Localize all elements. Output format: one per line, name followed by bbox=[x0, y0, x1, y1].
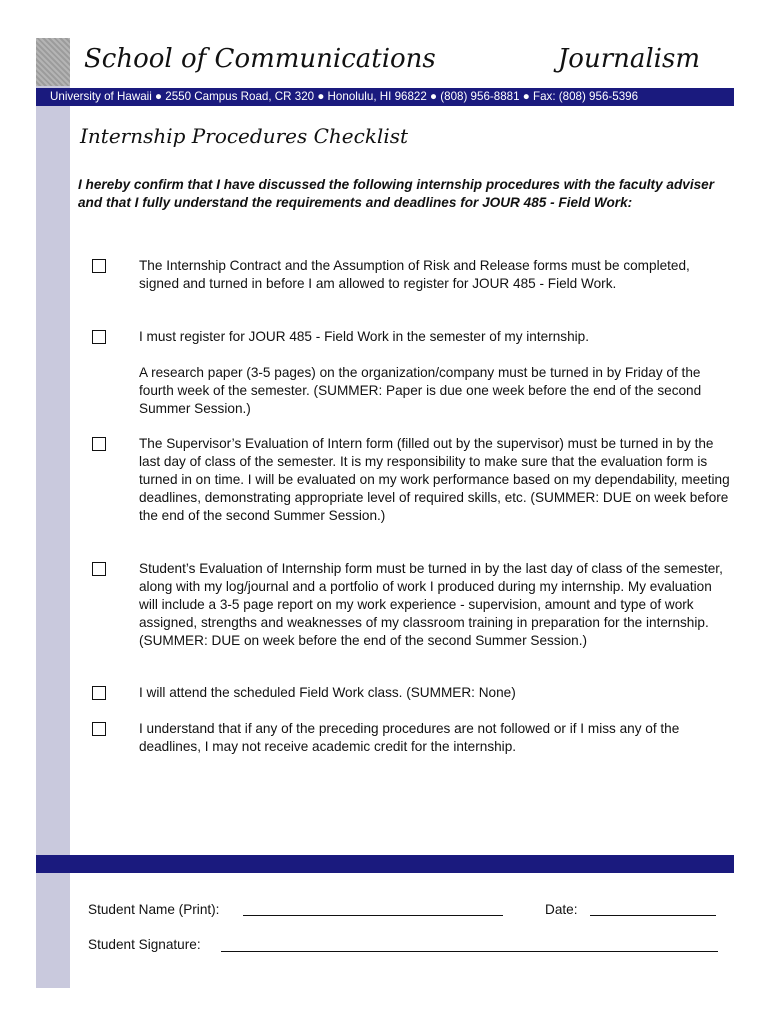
checkbox-student-evaluation[interactable] bbox=[92, 562, 106, 576]
checkbox-field-work-class[interactable] bbox=[92, 686, 106, 700]
checkbox-contract[interactable] bbox=[92, 259, 106, 273]
school-title: School of Communications bbox=[84, 44, 436, 74]
date-line[interactable] bbox=[590, 915, 716, 916]
checkbox-register[interactable] bbox=[92, 330, 106, 344]
department-title: Journalism bbox=[557, 44, 700, 74]
item-research-paper: A research paper (3-5 pages) on the organization/company must be turned in by Friday of the fourth week of the semester. (SUMMER: Paper is due one week before the end of the second Summer Session.) bbox=[139, 365, 702, 416]
date-label: Date: bbox=[545, 902, 578, 917]
item-student-evaluation: Student’s Evaluation of Internship form must be turned in by the last day of class of the semester, along with my log/journal and a portfolio of work I produced during my internship. My evaluation will include a 3-5 page report on my work experience - supervision, amount and type of work assigned, strengths and weaknesses of my classroom training in preparation for the internship. (SUMMER: DUE on week before the end of the second Summer Session.) bbox=[139, 561, 723, 648]
student-name-line[interactable] bbox=[243, 915, 503, 916]
form-title: Internship Procedures Checklist bbox=[80, 124, 409, 148]
footer-banner bbox=[36, 855, 734, 873]
item-register: I must register for JOUR 485 - Field Work in the semester of my internship. bbox=[139, 329, 590, 344]
address-banner: University of Hawaii ● 2550 Campus Road, CR 320 ● Honolulu, HI 96822 ● (808) 956-8881 ● Fax: (808) 956-5396 bbox=[36, 88, 734, 106]
side-bar bbox=[36, 38, 70, 988]
intro-statement: I hereby confirm that I have discussed the following internship procedures with the faculty adviser and that I fully understand the requirements and deadlines for JOUR 485 - Field Work: bbox=[78, 177, 715, 210]
checkbox-understand[interactable] bbox=[92, 722, 106, 736]
item-contract: The Internship Contract and the Assumption of Risk and Release forms must be completed, signed and turned in before I am allowed to register for JOUR 485 - Field Work. bbox=[139, 258, 690, 291]
checkbox-supervisor-evaluation[interactable] bbox=[92, 437, 106, 451]
item-field-work-class: I will attend the scheduled Field Work class. (SUMMER: None) bbox=[139, 685, 516, 700]
student-signature-label: Student Signature: bbox=[88, 937, 201, 952]
side-bar-texture bbox=[36, 38, 70, 86]
student-signature-line[interactable] bbox=[221, 951, 718, 952]
item-understand: I understand that if any of the preceding procedures are not followed or if I miss any of the deadlines, I may not receive academic credit for the internship. bbox=[139, 721, 680, 754]
student-name-label: Student Name (Print): bbox=[88, 902, 220, 917]
item-supervisor-evaluation: The Supervisor’s Evaluation of Intern form (filled out by the supervisor) must be turned in by the last day of class of the semester. It is my responsibility to make sure that the evaluation form is turned in on time. I will be evaluated on my work performance based on my dependability, meeting deadlines, demonstrating appropriate level of required skills, etc. (SUMMER: DUE on week before the end of the second Summer Session.) bbox=[139, 436, 730, 523]
